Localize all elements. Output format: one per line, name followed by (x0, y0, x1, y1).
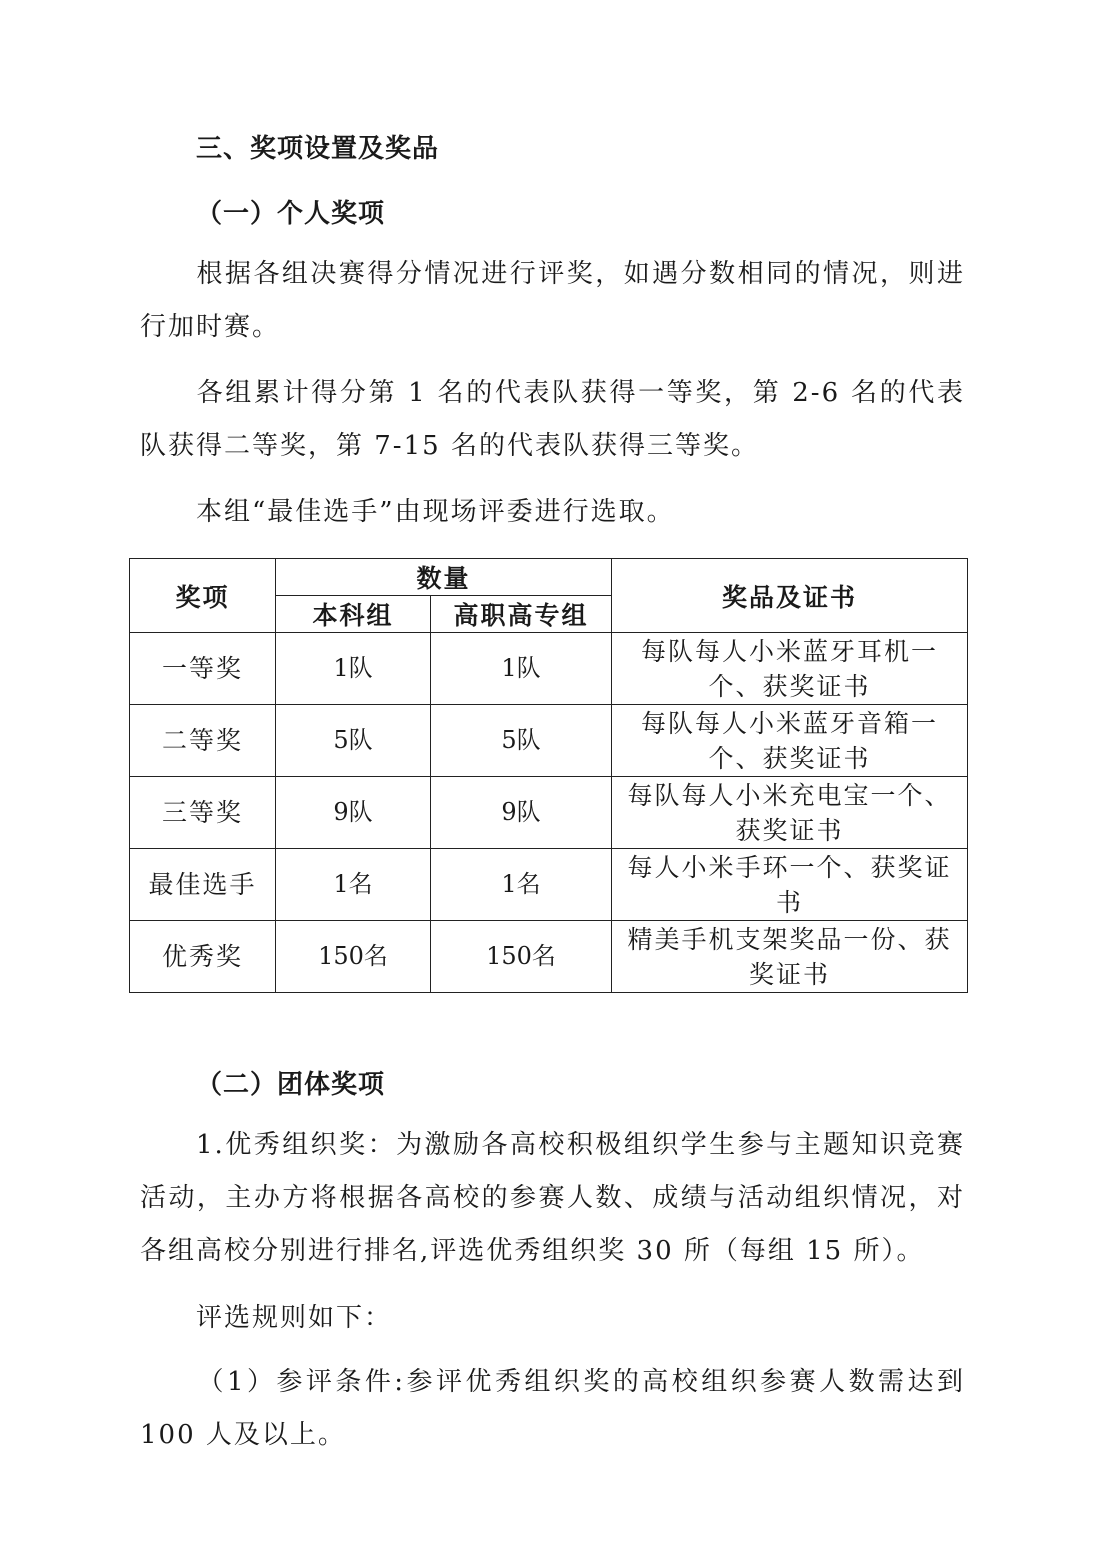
undergrad-count-cell: 1队 (276, 633, 431, 705)
header-award: 奖项 (130, 559, 276, 633)
vocational-count-cell: 5队 (431, 705, 612, 777)
paragraph-rules-intro (140, 1292, 965, 1345)
prize-cell: 每人小米手环一个、获奖证书 (612, 849, 968, 921)
award-cell: 最佳选手 (130, 849, 276, 921)
subsection-title-individual: （一）个人奖项 (196, 199, 386, 229)
vocational-count-cell: 1队 (431, 633, 612, 705)
award-cell: 一等奖 (130, 633, 276, 705)
paragraph-eligibility-text: （1）参评条件:参评优秀组织奖的高校组织参赛人数需达到 100 人及以上。 (140, 1367, 965, 1450)
paragraph-ranking (140, 367, 965, 473)
table-row (130, 705, 968, 777)
undergrad-count-cell: 1名 (276, 849, 431, 921)
undergrad-count-cell: 5队 (276, 705, 431, 777)
paragraph-organization-award (140, 1119, 965, 1278)
paragraph-rules-intro-text: 评选规则如下： (196, 1303, 393, 1333)
undergrad-count-cell: 150名 (276, 921, 431, 993)
prize-cell: 每队每人小米蓝牙音箱一个、获奖证书 (612, 705, 968, 777)
prize-cell: 精美手机支架奖品一份、获奖证书 (612, 921, 968, 993)
award-cell: 优秀奖 (130, 921, 276, 993)
section-title: 三、奖项设置及奖品 (196, 134, 440, 164)
header-prize: 奖品及证书 (612, 559, 968, 633)
paragraph-best-player (140, 486, 965, 539)
awards-table (129, 558, 968, 993)
subsection-title-team: （二）团体奖项 (196, 1070, 386, 1100)
paragraph-ranking-text: 各组累计得分第 1 名的代表队获得一等奖，第 2-6 名的代表队获得二等奖，第 7-15 名的代表队获得三等奖。 (140, 378, 965, 461)
paragraph-organization-award-text: 1.优秀组织奖：为激励各高校积极组织学生参与主题知识竞赛活动，主办方将根据各高校的参赛人数、成绩与活动组织情况，对各组高校分别进行排名,评选优秀组织奖 30 所（每组 15 所）。 (140, 1130, 965, 1266)
paragraph-best-player-text: 本组“最佳选手”由现场评委进行选取。 (196, 497, 675, 527)
award-cell: 二等奖 (130, 705, 276, 777)
table-row (130, 849, 968, 921)
paragraph-judging (140, 248, 965, 354)
table-row (130, 921, 968, 993)
undergrad-count-cell: 9队 (276, 777, 431, 849)
table-row (130, 633, 968, 705)
paragraph-eligibility (140, 1356, 965, 1462)
vocational-count-cell: 150名 (431, 921, 612, 993)
header-undergrad: 本科组 (276, 596, 431, 633)
paragraph-judging-text: 根据各组决赛得分情况进行评奖，如遇分数相同的情况，则进行加时赛。 (140, 259, 965, 342)
vocational-count-cell: 9队 (431, 777, 612, 849)
vocational-count-cell: 1名 (431, 849, 612, 921)
prize-cell: 每队每人小米充电宝一个、获奖证书 (612, 777, 968, 849)
header-quantity: 数量 (276, 559, 612, 596)
header-vocational: 高职高专组 (431, 596, 612, 633)
prize-cell: 每队每人小米蓝牙耳机一个、获奖证书 (612, 633, 968, 705)
award-cell: 三等奖 (130, 777, 276, 849)
table-row (130, 777, 968, 849)
